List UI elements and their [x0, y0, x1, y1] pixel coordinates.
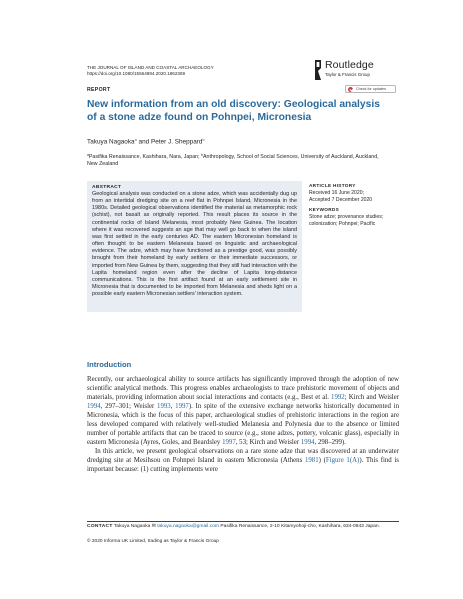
text-run: ; Kirch and Weisler — [344, 394, 399, 401]
copyright-notice: © 2020 Informa UK Limited, trading as Taylor & Francis Group — [87, 539, 219, 544]
paragraph-1 — [87, 375, 399, 447]
abstract-box — [87, 181, 302, 312]
contact-name: Takuya Nagaoka — [112, 524, 152, 529]
received-date: Received 16 June 2020; — [309, 189, 364, 196]
citation-link[interactable]: 1997 — [222, 439, 236, 446]
doi-link[interactable]: https://doi.org/10.1080/15564894.2020.1862369 — [87, 71, 186, 77]
contact-label: CONTACT — [87, 524, 113, 529]
citation-link[interactable]: 1997 — [175, 403, 189, 410]
author-2-affil-marker: b — [202, 138, 205, 142]
keywords-label: KEYWORDS — [309, 207, 340, 213]
section-title-introduction: Introduction — [87, 360, 132, 369]
author-2[interactable]: and Peter J. Sheppard — [136, 138, 203, 146]
text-run: Recently, our archaeological ability to source artifacts has significantly improved through the adoption of new scientific analytical methods. This progress enables archaeologists to trace prehistoric movement of objects and materials, providing information about social interactions and contacts (e.g., Best et al. — [87, 376, 399, 401]
footnote-divider — [87, 521, 399, 522]
abstract-text: Geological analysis was conducted on a stone adze, which was accidentally dug up from an intertidal dredging site on a reef flat in Pohnpei Island, Micronesia in the 1980s. Detailed geological observations identified the material as metamorphic rock (schist), not basalt as originally reported. This result places its source in the continental rocks of Island Melanesia, most probably New Guinea. The location where it was recovered suggests an age that may well go back to when the island was first settled in the early centuries AD. The eastern Micronesian homeland is often thought to be eastern Melanesia based on linguistic and archaeological evidence. The adze, which may have functioned as a prestige good, was possibly brought from their homeland by early settlers or their immediate successors, or imported from New Guinea by them, suggesting that they still had interaction with the Lapita homeland region even after the decline of Lapita long-distance communications. This is the first artifact found at an early settlement site in Micronesia that is documented to be imported from Melanesia and sheds light on a possible early eastern Micronesian settlers' interaction system. — [92, 191, 297, 298]
contact-email-link[interactable]: takuya.nagaoka@gmail.com — [157, 524, 219, 529]
article-title: New information from an old discovery: Geological analysis of a stone adze found on Pohnpei, Micronesia — [87, 99, 380, 123]
publisher-brand: Routledge — [325, 59, 374, 71]
affil-a-marker: a — [87, 153, 89, 157]
abstract-label: ABSTRACT — [92, 185, 122, 190]
author-1[interactable]: Takuya Nagaoka — [87, 138, 135, 146]
text-run: ). In spite of the extensive exchange networks historically documented in Micronesia, which is the focus of this paper, archaeological studies of prehistoric interactions in the region are less developed compared with relatively well-studied Melanesia and Polynesia due to the absence or limited number of portable artifacts that can be traced to source (e.g., stone adzes, pottery, volcanic glass), especially in eastern Micronesia (Ayres, Goles, and Beardsley — [87, 403, 400, 446]
history-label: ARTICLE HISTORY — [309, 183, 356, 188]
citation-link[interactable]: 1994 — [300, 439, 315, 446]
text-run: , — [170, 403, 176, 410]
text-run: In this article, we present geological observations on a rare stone adze that was discovered at an underwater dredging site at Mesihsou on Pohnpei Island in eastern Micronesia (Athens — [87, 448, 399, 464]
routledge-mark-icon — [314, 59, 322, 81]
text-run: ). This find is important because: (1) cutting implements were — [87, 457, 399, 473]
keywords-text: Stone adze; provenance studies; colonization; Pohnpei; Pacific — [309, 214, 384, 227]
affil-b: Anthropology, School of Social Sciences, University of Auckland, Auckland, New Zealand — [87, 154, 379, 168]
affiliations — [87, 152, 387, 168]
accepted-date: Accepted 7 December 2020 — [309, 196, 373, 203]
citation-link[interactable]: 1993 — [157, 403, 171, 410]
check-updates-label: Check for updates — [356, 87, 386, 91]
publisher-sub: Taylor & Francis Group — [325, 72, 370, 77]
author-line — [87, 138, 205, 145]
text-run: ) ( — [318, 457, 326, 464]
article-info-sidebar — [309, 183, 399, 228]
check-updates-icon — [348, 87, 353, 92]
email-icon: ✉ — [151, 524, 158, 529]
journal-name: THE JOURNAL OF ISLAND AND COASTAL ARCHAEOLOGY — [87, 65, 214, 70]
citation-link[interactable]: 1994 — [87, 403, 101, 410]
contact-footnote — [87, 524, 399, 531]
text-run: , 297–301; Weisler — [100, 403, 158, 410]
check-updates-button[interactable] — [345, 85, 396, 93]
author-1-affil-marker: a — [134, 138, 137, 142]
affil-a: Pasifika Renaissance, Kashihara, Nara, Japan; — [88, 154, 202, 160]
figure-link[interactable]: Figure 1(A) — [325, 457, 360, 464]
body-text — [87, 375, 399, 474]
contact-address: Pasifika Renaissance, 2-10 Kitamyohoji-cho, Kashihara, 634-0843 Japan. — [218, 524, 380, 529]
citation-link[interactable]: 1992 — [331, 394, 345, 401]
affil-b-marker: b — [201, 153, 203, 157]
article-type: REPORT — [87, 87, 111, 93]
text-run: , 298–299). — [314, 439, 346, 446]
publisher-logo — [314, 58, 394, 84]
text-run: , 53; Kirch and Weisler — [235, 439, 301, 446]
citation-link[interactable]: 1981 — [304, 457, 319, 464]
paragraph-2 — [87, 447, 399, 474]
journal-header — [87, 65, 287, 78]
